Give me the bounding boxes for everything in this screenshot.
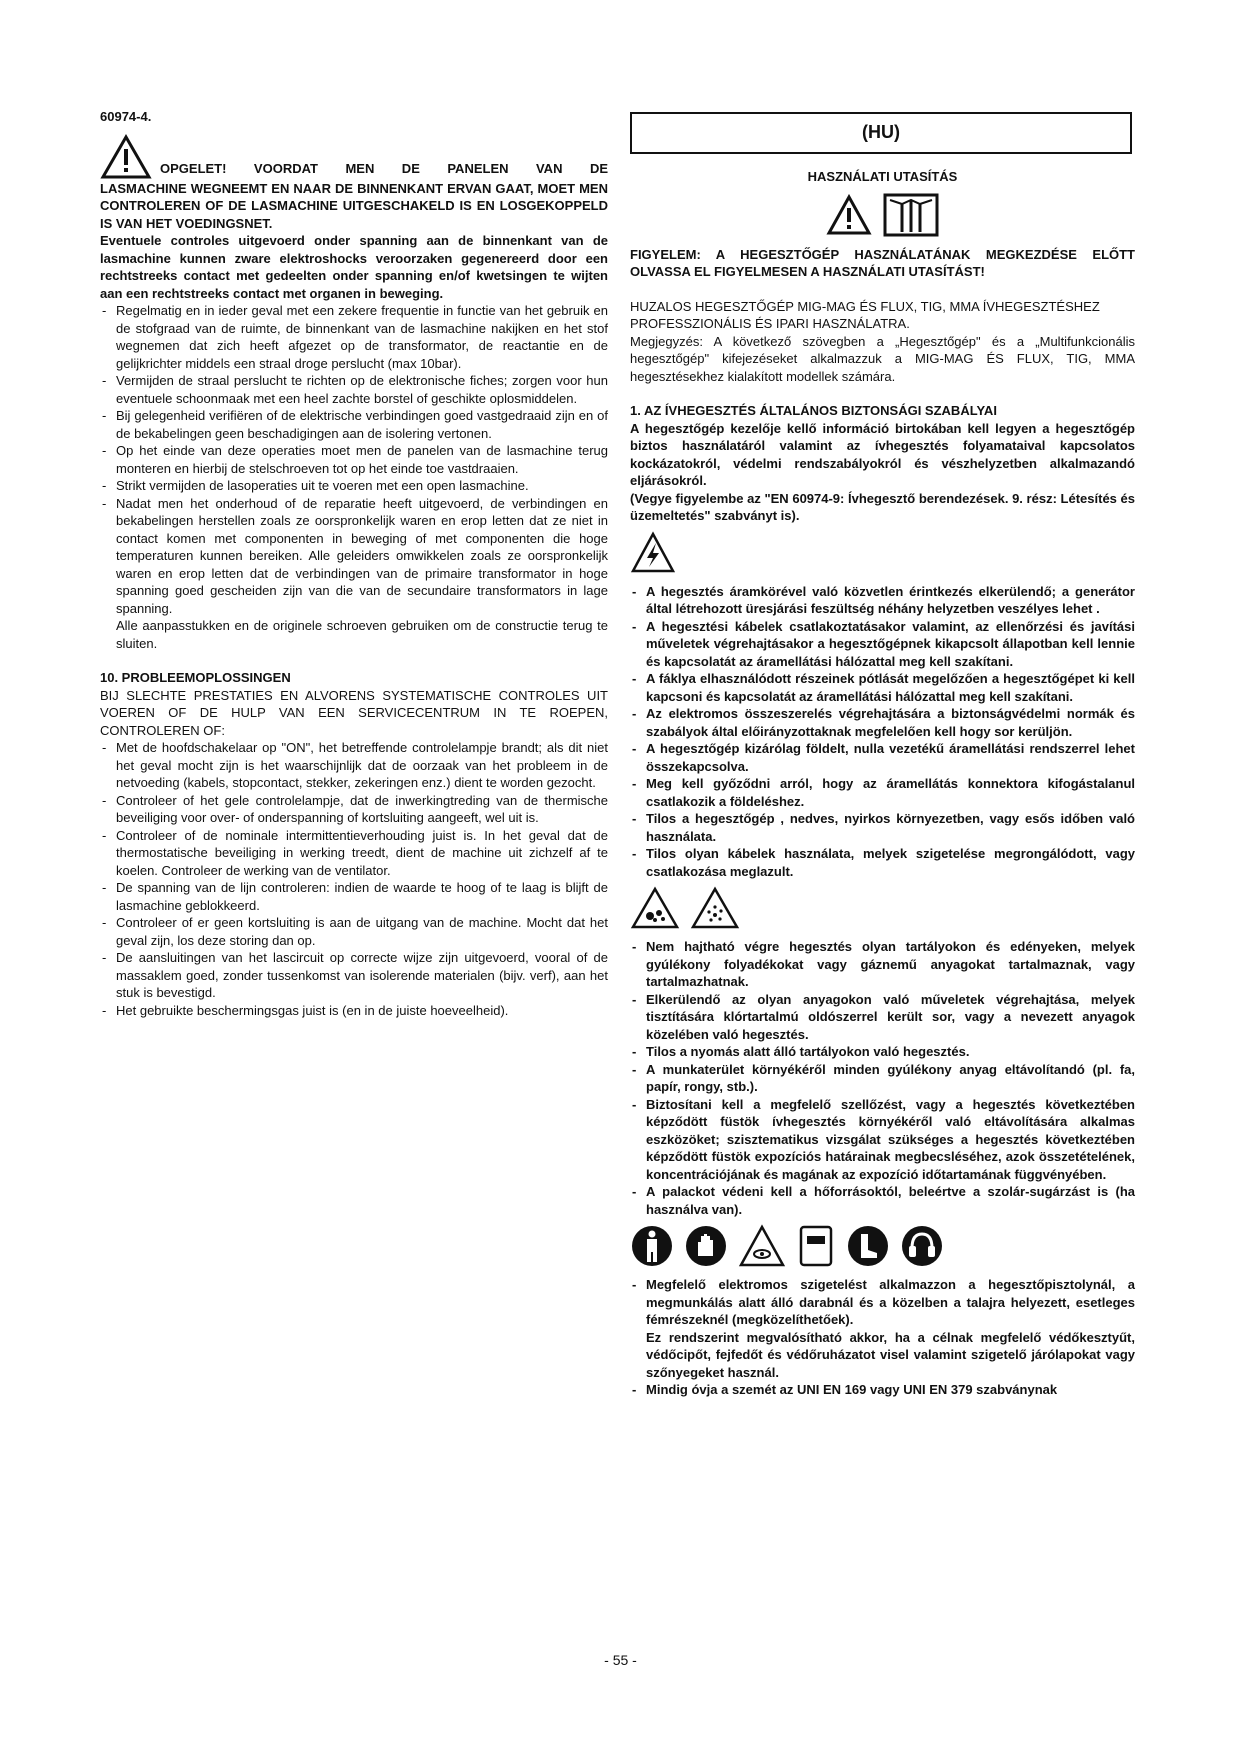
intro-line: HUZALOS HEGESZTŐGÉP MIG-MAG ÉS FLUX, TIG, MMA ÍVHEGESZTÉSHEZ PROFESSZIONÁLIS ÉS IPARI HASZNÁLATRA. (630, 298, 1100, 331)
list-item: - Tilos a nyomás alatt álló tartályokon való hegesztés. (630, 1043, 1135, 1061)
language-box: (HU) (630, 112, 1132, 154)
list-item: - Controleer of er geen kortsluiting is aan de uitgang van de machine. Mocht dat het geval zijn, los deze storing dan op. (100, 914, 608, 949)
list-item: - Nem hajtható végre hegesztés olyan tartályokon és edényeken, melyek gyúlékony folyadékokat vagy gáznemű anyagokat tartalmaznak, vagy tartalmazhatnak. (630, 938, 1135, 991)
manual-title: HASZNÁLATI UTASÍTÁS (807, 169, 958, 184)
list-item: - Op het einde van deze operaties moet men de panelen van de lasmachine terug monteren en hierbij de stelschroeven tot op het einde toe vastdraaien. (100, 442, 608, 477)
list-item: - Tilos olyan kábelek használata, melyek szigetelése megrongálódott, vagy csatlakozása meglazult. (630, 845, 1135, 880)
ppe-note: Ez rendszerint megvalósítható akkor, ha a célnak megfelelő védőkesztyűt, védőcipőt, fejfedőt és védőruházatot visel valamint szigetelő járólapokat vagy szőnyegeket használ. (646, 1329, 1135, 1380)
warning-triangle-icon (826, 194, 872, 236)
section10-intro: BIJ SLECHTE PRESTATIES EN ALVORENS SYSTEMATISCHE CONTROLES UIT VOEREN OF DE HULP VAN EEN SERVICECENTRUM IN TE ROEPEN, CONTROLEREN OF: (100, 687, 608, 738)
page-number: - 55 - (604, 1652, 637, 1668)
list-item: - Megfelelő elektromos szigetelést alkalmazzon a hegesztőpisztolynál, a megmunkálás alatt álló darabnál és a közelben a talajra helyezett, esetleges fémrészeknél (megközelíthetőek). (630, 1276, 1135, 1329)
list-item: - Bij gelegenheid verifiëren of de elektrische verbindingen goed vastgedraaid zijn en of de bekabelingen geen beschadigingen aan de isolering vertonen. (100, 407, 608, 442)
warning-first-line: OPGELET! VOORDAT MEN DE PANELEN VAN DE (160, 161, 608, 176)
list-item: - Regelmatig en in ieder geval met een zekere frequentie in functie van het gebruik en de stofgraad van de ruimte, de binnenkant van de lasmachine nakijken en het stof wegnemen dat zich heeft afgezet op de transformator, de reactantie en de gelijkrichter middels een straal droge perslucht (max 10bar). (100, 302, 608, 372)
eye-hazard-warning-icon (738, 1224, 786, 1268)
list-item: - A hegesztőgép kizárólag földelt, nulla vezetékű áramellátási rendszerrel lehet összekapcsolva. (630, 740, 1135, 775)
protective-clothing-icon (630, 1224, 674, 1268)
list-item: - Met de hoofdschakelaar op "ON", het betreffende controlelampje brandt; als dit niet het geval mocht zijn is het waarschijnlijk dat de oorzaak van het probleem in de netvoeding (kabels, stopcontact, stekker, zekeringen enz.) dient te worden gezocht. (100, 739, 608, 792)
attention-text: FIGYELEM: A HEGESZTŐGÉP HASZNÁLATÁNAK MEGKEZDÉSE ELŐTT OLVASSA EL FIGYELMESEN A HASZNÁLATI UTASÍTÁST! (630, 246, 1135, 279)
list-item: - A palackot védeni kell a hőforrásoktól, beleértve a szolár-sugárzást is (ha használva van). (630, 1183, 1135, 1218)
left-column (100, 108, 608, 1019)
closing-text: Alle aanpasstukken en de originele schroeven gebruiken om de constructie terug te sluiten. (116, 618, 608, 651)
list-item: - Nadat men het onderhoud of de reparatie heeft uitgevoerd, de verbindingen en bekabelingen herstellen zoals ze oorspronkelijk waren en erop letten dat ze niet in contact komen met componenten in beweging of met componenten die hoge temperaturen kunnen bereiken. Alle geleiders omwikkelen zoals ze oorspronkelijk waren en erop letten dat de verbindingen van de primaire transformator in hoge spanning goed gescheiden zijn van die van de secundaire transformators in lage spanning. (100, 495, 608, 618)
list-item: - Het gebruikte beschermingsgas juist is (en in de juiste hoeveelheid). (100, 1002, 608, 1020)
protective-boots-icon (846, 1224, 890, 1268)
list-item: - De spanning van de lijn controleren: indien de waarde te hoog of te laag is blijft de lasmachine geblokkeerd. (100, 879, 608, 914)
list-item: - A hegesztés áramkörével való közvetlen érintkezés elkerülendő; a generátor által létrehozott üresjárási feszültség néhány helyzetben veszélyes lehet . (630, 583, 1135, 618)
warning-triangle-icon (100, 134, 152, 180)
list-item: - Mindig óvja a szemét az UNI EN 169 vagy UNI EN 379 szabványnak (630, 1381, 1135, 1399)
list-item: - Elkerülendő az olyan anyagokon való műveletek végrehajtása, melyek tisztítására klórtartalmú oldószerrel került sor, vagy a nevezett anyagok közelében való hegesztés. (630, 991, 1135, 1044)
standard-ref: 60974-4. (100, 109, 152, 124)
welding-mask-icon (796, 1224, 836, 1268)
warning-heading-row (100, 134, 608, 180)
list-item: - Meg kell győződni arról, hogy az áramellátás konnektora kifogástalanul csatlakozik a földeléshez. (630, 775, 1135, 810)
flammable-warning-icon (690, 886, 740, 930)
manual-icons (630, 192, 1135, 238)
electric-icons (630, 531, 1135, 575)
protective-gloves-icon (684, 1224, 728, 1268)
list-item: - Tilos a hegesztőgép , nedves, nyirkos környezetben, vagy esős időben való használata. (630, 810, 1135, 845)
fire-icons (630, 886, 1135, 930)
list-item: - Biztosítani kell a megfelelő szellőzést, vagy a hegesztés következtében képződött füstök ívhegesztés környékéről való eltávolítására alkalmas eszközöket; szisztematikus vizsgálat szükséges a hegesztés következtében képződött füstök expozíciós határainak megbecsléséhez, azok összetételének, koncentrációjának és magának az expozíció időtartamának függvényében. (630, 1096, 1135, 1184)
note-text: Megjegyzés: A következő szövegben a „Hegesztőgép" és a „Multifunkcionális hegesztőgép" kifejezéseket alkalmazzuk a MIG-MAG ÉS FLUX, TIG, MMA hegesztésekhez kialakított modellek számára. (630, 333, 1135, 384)
bold-paragraph: Eventuele controles uitgevoerd onder spanning aan de binnenkant van de lasmachine kunnen zware elektroshocks veroorzaken gegenereerd door een rechtstreeks contact met gedeelten onder spanning en/of kwetsingen te wijten aan een rechtstreeks contact met organen in beweging. (100, 233, 608, 301)
list-item: - A hegesztési kábelek csatlakoztatásakor valamint, az ellenőrzési és javítási műveletek végrehajtásakor a hegesztőgépnek kikapcsolt állapotban kell lennie és kapcsolatát az áramellátási hálózattal meg kell szakítani. (630, 618, 1135, 671)
list-item: - Az elektromos összeszerelés végrehajtására a biztonságvédelmi normák és szabályok által előirányzottaknak megfelelően kell hogy sor kerüljön. (630, 705, 1135, 740)
list-item: - Vermijden de straal perslucht te richten op de elektronische fiches; zorgen voor hun eventuele schoonmaak met een heel zachte borstel of geschikte oplosmiddelen. (100, 372, 608, 407)
list-item: - A munkaterület környékéről minden gyúlékony anyag eltávolítandó (pl. fa, papír, rongy, stb.). (630, 1061, 1135, 1096)
warning-text: LASMACHINE WEGNEEMT EN NAAR DE BINNENKANT ERVAN GAAT, MOET MEN CONTROLEREN OF DE LASMACHINE UITGESCHAKELD IS EN LOSGEKOPPELD IS VAN HET VOEDINGSNET. (100, 180, 608, 231)
list-item: - Controleer of het gele controlelampje, dat de inwerkingtreding van de thermische beveiliging voor over- of onderspanning of kortsluiting aangeeft, wel uit is. (100, 792, 608, 827)
section1-reference: (Vegye figyelembe az "EN 60974-9: Ívhegesztő berendezések. 9. rész: Létesítés és üzemeltetés" szabványt is). (630, 490, 1135, 523)
electric-shock-warning-icon (630, 531, 676, 575)
explosion-warning-icon (630, 886, 680, 930)
list-item: - Strikt vermijden de lasoperaties uit te voeren met een open lasmachine. (100, 477, 608, 495)
list-item: - Controleer of de nominale intermittentieverhouding juist is. In het geval dat de thermostatische beveiliging in werking treedt, dient de machine uit zichzelf af te koelen. Controleer de werking van de ventilator. (100, 827, 608, 880)
manual-book-icon (882, 192, 940, 238)
ear-protection-icon (900, 1224, 944, 1268)
list-item: - A fáklya elhasználódott részeinek pótlását megelőzően a hegesztőgépet ki kell kapcsoni és kapcsolatát az áramellátási hálózattal meg kell szakítani. (630, 670, 1135, 705)
section10-title: 10. PROBLEEMOPLOSSINGEN (100, 670, 291, 685)
section1-paragraph: A hegesztőgép kezelője kellő információ birtokában kell legyen a hegesztőgép biztos használatáról valamint az ívhegesztés folyamataival kapcsolatos kockázatokról, védelmi rendszabályokról és vészhelyzetben alkalmazandó eljárásokról. (630, 420, 1135, 488)
right-column (630, 112, 1135, 1399)
ppe-icons (630, 1224, 1135, 1268)
list-item: - De aansluitingen van het lascircuit op correcte wijze zijn uitgevoerd, vooral of de massaklem goed, zonder tussenkomst van isolerende materialen (bijv. verf), aan het stuk is bevestigd. (100, 949, 608, 1002)
section1-title: 1. AZ ÍVHEGESZTÉS ÁLTALÁNOS BIZTONSÁGI SZABÁLYAI (630, 403, 997, 418)
